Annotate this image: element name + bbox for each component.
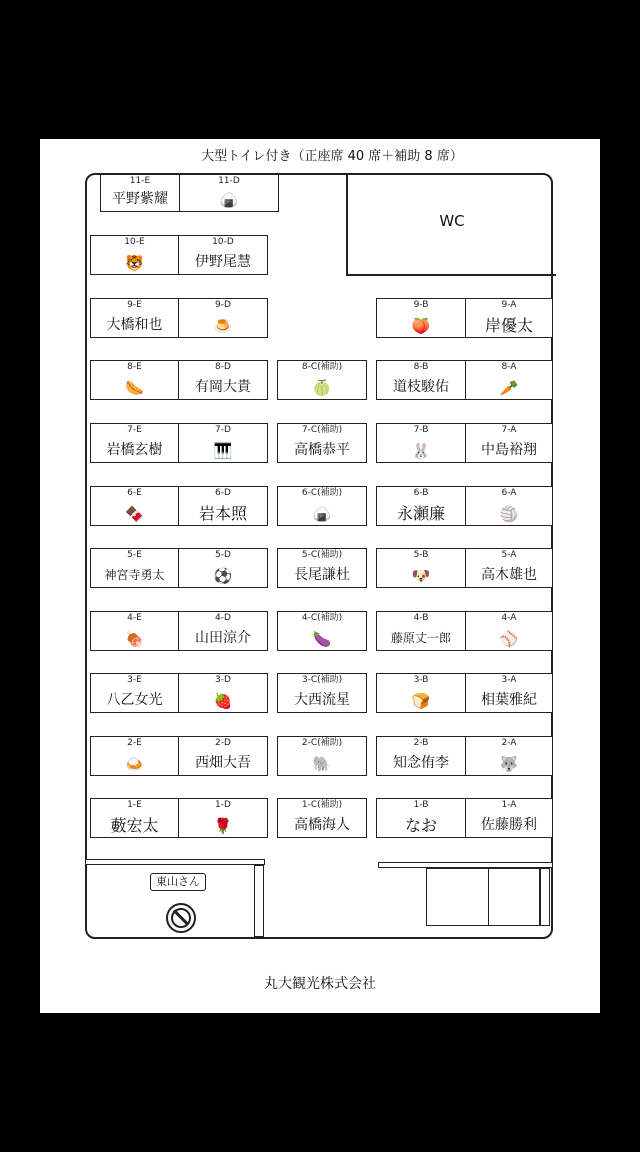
seat-5-d (178, 548, 268, 588)
seat-id: 1-D (215, 800, 231, 810)
seat-occupant-name: 伊野尾慧 (195, 254, 251, 270)
seat-4-e (90, 611, 179, 651)
seat-emoji-icon: 🥕 (499, 379, 519, 397)
seat-emoji-icon: 🍮 (213, 317, 233, 335)
seat-occupant-name: 藪宏太 (110, 816, 159, 835)
seat-8-e (90, 360, 179, 400)
seat-id: 7-B (413, 425, 429, 435)
seat-occupant-name: 山田涼介 (195, 630, 251, 646)
seat-id: 3-A (501, 675, 517, 685)
seat-1-d (178, 798, 268, 838)
seat-occupant-name: 高橋海人 (294, 817, 350, 833)
seat-emoji-icon: 🍆 (312, 630, 332, 648)
seat-emoji-icon: 🍖 (125, 630, 144, 648)
seat-emoji-icon: 🍞 (411, 692, 431, 710)
seat-id: 9-A (501, 300, 517, 310)
seat-occupant-name: 八乙女光 (106, 692, 163, 708)
seat-5-c (277, 548, 367, 588)
company-name: 丸大観光株式会社 (264, 976, 376, 992)
seat-8-c (277, 360, 367, 400)
seat-emoji-icon: 🌹 (213, 817, 233, 835)
seat-id: 7-E (127, 425, 142, 435)
seat-8-a (465, 360, 553, 400)
seat-10-d (178, 235, 268, 275)
seat-11-e (100, 174, 180, 212)
seat-occupant-name: 岩橋玄樹 (106, 442, 163, 458)
seat-occupant-name: 高木雄也 (481, 567, 537, 583)
seat-id: 7-C(補助) (301, 425, 343, 435)
seat-6-b (376, 486, 466, 526)
seat-emoji-icon: 🐶 (411, 567, 431, 585)
seat-id: 6-E (127, 488, 142, 498)
seat-id: 8-E (127, 362, 142, 372)
seat-5-a (465, 548, 553, 588)
seat-6-c (277, 486, 367, 526)
seat-2-e (90, 736, 179, 776)
seat-id: 7-D (215, 425, 231, 435)
seat-id: 1-B (413, 800, 429, 810)
seat-occupant-name: 大橋和也 (106, 317, 163, 333)
seat-id: 6-D (215, 488, 231, 498)
seat-9-b (376, 298, 466, 338)
seat-id: 4-D (215, 613, 231, 623)
seat-8-b (376, 360, 466, 400)
seat-6-a (465, 486, 553, 526)
seat-id: 3-C(補助) (301, 675, 343, 685)
seat-emoji-icon: 🍛 (125, 755, 144, 773)
seat-occupant-name: 岩本照 (198, 504, 247, 523)
seat-11-d (179, 174, 279, 212)
seat-id: 5-E (127, 550, 142, 560)
seat-emoji-icon: 🐰 (411, 442, 431, 460)
seat-id: 5-A (501, 550, 517, 560)
seat-3-e (90, 673, 179, 713)
seat-7-e (90, 423, 179, 463)
driver-label: 東山さん (150, 873, 206, 891)
seat-3-d (178, 673, 268, 713)
seat-id: 1-E (127, 800, 142, 810)
seat-3-c (277, 673, 367, 713)
seat-6-e (90, 486, 179, 526)
seat-occupant-name: 岸優太 (484, 316, 533, 335)
seat-occupant-name: 相葉雅紀 (481, 692, 537, 708)
seat-occupant-name: 大西流星 (294, 692, 350, 708)
seat-emoji-icon: 🏐 (499, 505, 519, 523)
seat-6-d (178, 486, 268, 526)
seat-emoji-icon: 🌭 (125, 379, 144, 397)
seat-9-e (90, 298, 179, 338)
seat-id: 9-B (413, 300, 429, 310)
seat-id: 3-B (413, 675, 429, 685)
seating-chart-paper (40, 139, 600, 1013)
seat-occupant-name: 高橋恭平 (294, 442, 350, 458)
seat-id: 2-D (215, 738, 231, 748)
seat-2-b (376, 736, 466, 776)
seat-1-e (90, 798, 179, 838)
seat-occupant-name: 知念侑李 (393, 755, 449, 771)
seat-emoji-icon: 🐯 (125, 254, 144, 272)
seat-id: 8-B (413, 362, 429, 372)
seat-8-d (178, 360, 268, 400)
seat-id: 7-A (501, 425, 517, 435)
seat-id: 1-C(補助) (301, 800, 343, 810)
seat-id: 9-D (215, 300, 231, 310)
seat-id: 3-D (215, 675, 231, 685)
seat-2-c (277, 736, 367, 776)
seat-id: 11-E (129, 176, 151, 186)
seat-5-b (376, 548, 466, 588)
seat-7-d (178, 423, 268, 463)
seat-id: 6-B (413, 488, 429, 498)
seat-occupant-name: 有岡大貴 (195, 379, 251, 395)
seat-id: 2-E (127, 738, 142, 748)
seat-id: 4-E (127, 613, 142, 623)
seat-occupant-name: 永瀬廉 (396, 504, 445, 523)
seat-id: 10-D (212, 237, 234, 247)
seat-occupant-name: 平野紫耀 (112, 191, 168, 207)
seat-occupant-name: 西畑大吾 (195, 755, 251, 771)
seat-1-c (277, 798, 367, 838)
seat-4-c (277, 611, 367, 651)
seat-emoji-icon: 🍑 (411, 317, 431, 335)
seat-id: 11-D (218, 176, 240, 186)
seat-id: 2-C(補助) (301, 738, 343, 748)
seat-id: 6-A (501, 488, 517, 498)
seat-emoji-icon: 🍓 (213, 692, 233, 710)
seat-emoji-icon: 🍙 (312, 505, 332, 523)
seat-7-c (277, 423, 367, 463)
steering-wheel-icon (166, 903, 196, 933)
seat-id: 3-E (127, 675, 142, 685)
seat-4-a (465, 611, 553, 651)
seat-emoji-icon: 🐘 (312, 755, 332, 773)
seat-id: 5-C(補助) (301, 550, 343, 560)
seat-emoji-icon: 🍫 (125, 505, 144, 523)
seat-3-a (465, 673, 553, 713)
seat-id: 2-B (413, 738, 429, 748)
seat-occupant-name: 神宮寺勇太 (104, 568, 165, 582)
seat-10-e (90, 235, 179, 275)
seat-id: 5-D (215, 550, 231, 560)
front-left-shelf (85, 859, 265, 865)
seat-occupant-name: 道枝駿佑 (393, 379, 449, 395)
seat-7-a (465, 423, 553, 463)
seat-id: 4-B (413, 613, 429, 623)
seat-id: 4-C(補助) (301, 613, 343, 623)
seat-id: 10-E (124, 237, 145, 247)
seat-3-b (376, 673, 466, 713)
seat-id: 2-A (501, 738, 517, 748)
seat-id: 9-E (127, 300, 142, 310)
seat-id: 8-C(補助) (301, 362, 343, 372)
seat-occupant-name: 中島裕翔 (481, 442, 537, 458)
seat-id: 1-A (501, 800, 517, 810)
seat-emoji-icon: ⚾ (499, 630, 519, 648)
seat-4-d (178, 611, 268, 651)
seat-1-a (465, 798, 553, 838)
seat-id: 8-D (215, 362, 231, 372)
seat-emoji-icon: 🍈 (312, 379, 332, 397)
seat-id: 8-A (501, 362, 517, 372)
seat-7-b (376, 423, 466, 463)
seat-emoji-icon: 🍙 (219, 191, 239, 209)
seat-id: 5-B (413, 550, 429, 560)
seat-occupant-name: 長尾謙杜 (294, 567, 350, 583)
seat-emoji-icon: 🐺 (499, 755, 519, 773)
front-right-box-2 (488, 868, 540, 926)
seat-emoji-icon: ⚽ (213, 567, 233, 585)
seat-occupant-name: 藤原丈一郎 (390, 631, 451, 645)
front-right-box-1 (426, 868, 490, 926)
seat-2-a (465, 736, 553, 776)
seat-9-a (465, 298, 553, 338)
seat-9-d (178, 298, 268, 338)
seat-emoji-icon: 🎹 (213, 442, 233, 460)
seat-4-b (376, 611, 466, 651)
seat-occupant-name: なお (404, 816, 437, 835)
seat-occupant-name: 佐藤勝利 (481, 817, 537, 833)
seat-id: 6-C(補助) (301, 488, 343, 498)
chart-title: 大型トイレ付き（正座席 40 席＋補助 8 席） (201, 149, 463, 164)
seat-2-d (178, 736, 268, 776)
wc-area (346, 174, 556, 276)
front-left-post (254, 865, 264, 937)
seat-1-b (376, 798, 466, 838)
wc-label: WC (439, 212, 465, 230)
seat-id: 4-A (501, 613, 517, 623)
front-right-post (540, 868, 550, 926)
seat-5-e (90, 548, 179, 588)
